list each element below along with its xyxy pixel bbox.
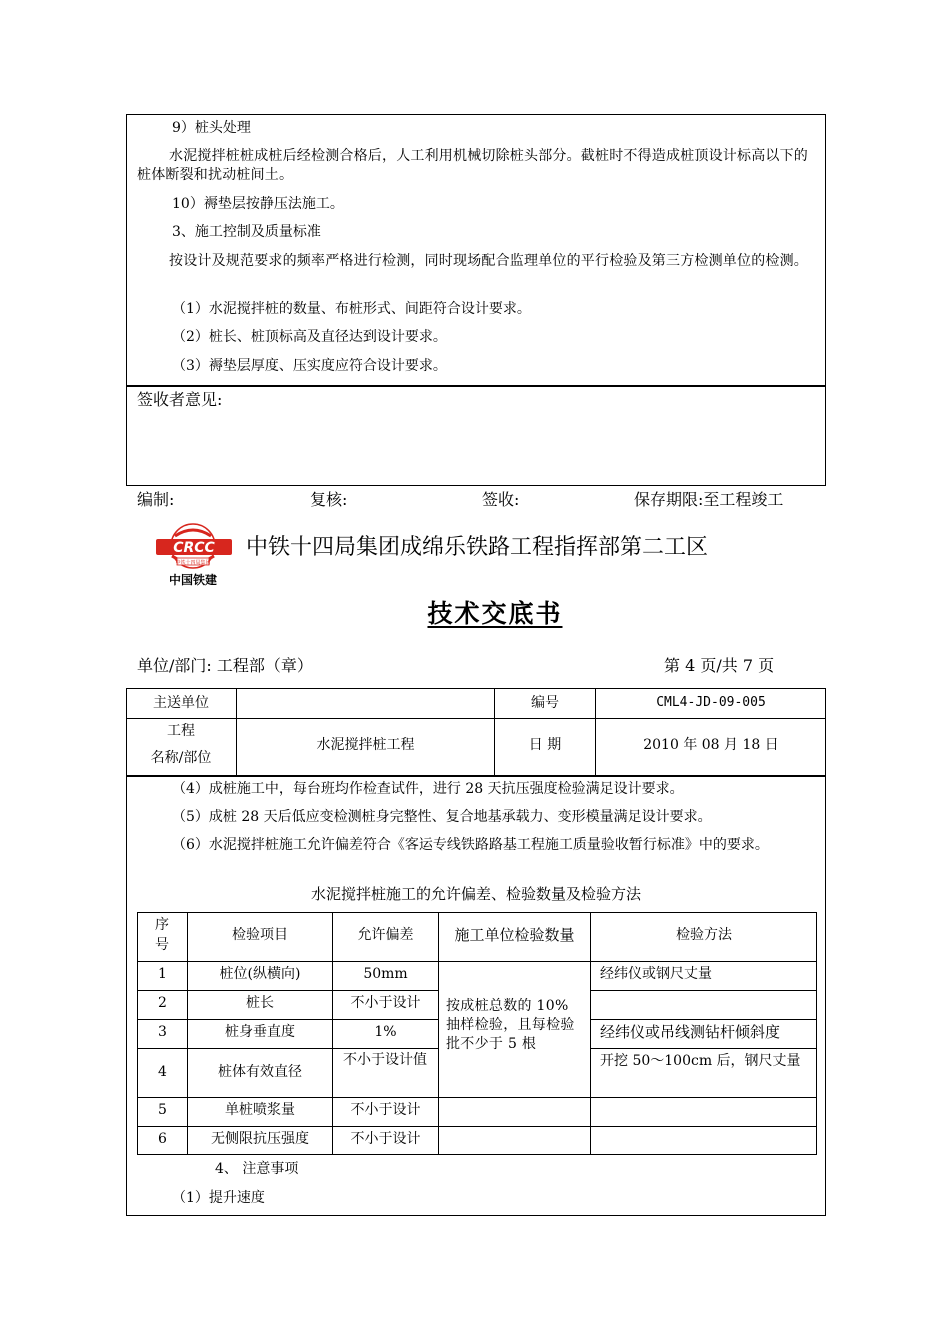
tol-row-6-item: 无侧限抗压强度	[211, 1131, 309, 1147]
tol-row-line-4	[137, 1097, 817, 1098]
sign-label: 签收:	[482, 490, 520, 509]
tol-row-6-no: 6	[158, 1131, 167, 1147]
tol-row-3-tolerance: 1%	[374, 1024, 397, 1040]
inspection-paragraph: 按设计及规范要求的频率严格进行检测，同时现场配合监理单位的平行检验及第三方检测单位的检测。	[169, 253, 808, 269]
tol-row-2-item: 桩长	[246, 995, 274, 1011]
info-col-1	[236, 688, 237, 776]
tol-header-tolerance: 允许偏差	[357, 927, 414, 943]
tol-row-3-item: 桩身垂直度	[225, 1024, 295, 1040]
tol-row-line-2b	[590, 1019, 817, 1020]
quality-standard-heading: 3、施工控制及质量标准	[172, 224, 321, 240]
tol-row-4-tolerance: 不小于设计值	[343, 1052, 427, 1068]
logo-crcc-text: CRCC	[173, 540, 215, 556]
crcc-logo	[150, 520, 240, 590]
logo-caption: 中国铁建	[168, 573, 218, 587]
body-line-6: （6）水泥搅拌桩施工允许偏差符合《客运专线铁路路基工程施工质量验收暂行标准》中的要求。	[172, 837, 769, 853]
info-row-divider	[126, 718, 826, 719]
tol-row-1-method: 经纬仪或钢尺丈量	[600, 966, 712, 982]
cushion-layer-line: 10）褥垫层按静压法施工。	[172, 196, 344, 212]
tol-header-no: 序号	[155, 917, 169, 953]
body-line-4: （4）成桩施工中，每台班均作检查试件，进行 28 天抗压强度检验满足设计要求。	[172, 781, 684, 797]
date-label: 日 期	[528, 737, 562, 753]
receiver-opinion-label: 签收者意见:	[137, 390, 223, 409]
tol-row-line-1	[137, 990, 438, 991]
page-info: 第 4 页/共 7 页	[664, 656, 775, 675]
pile-head-paragraph: 水泥搅拌桩桩成桩后经检测合格后，人工利用机械切除桩头部分。截桩时不得造成桩顶设计标高以下的桩体断裂和扰动桩间土。	[137, 148, 808, 183]
tol-row-line-2	[137, 1019, 438, 1020]
project-label-line2: 名称/部位	[150, 750, 212, 766]
lift-speed-line: （1）提升速度	[172, 1190, 265, 1206]
retention-label: 保存期限:至工程竣工	[634, 490, 784, 509]
tol-row-2-no: 2	[158, 995, 167, 1011]
tol-row-1-item: 桩位(纵横向)	[219, 966, 301, 982]
requirement-2: （2）桩长、桩顶标高及直径达到设计要求。	[172, 329, 447, 345]
notes-heading: 4、 注意事项	[215, 1161, 299, 1177]
requirement-3: （3）褥垫层厚度、压实度应符合设计要求。	[172, 358, 447, 374]
tol-header-quantity: 施工单位检验数量	[454, 926, 575, 944]
tol-row-line-header	[137, 961, 817, 962]
tol-row-5-item: 单桩喷浆量	[225, 1102, 295, 1118]
tol-col-4	[590, 912, 591, 1155]
project-label-line1: 工程	[167, 723, 195, 739]
tol-row-5-no: 5	[158, 1102, 167, 1118]
requirement-1: （1）水泥搅拌桩的数量、布桩形式、间距符合设计要求。	[172, 301, 531, 317]
tol-row-4-method: 开挖 50～100cm 后，钢尺丈量	[600, 1053, 801, 1069]
compile-label: 编制:	[137, 490, 175, 509]
tol-row-line-3b	[590, 1048, 817, 1049]
tol-row-4-item: 桩体有效直径	[218, 1064, 302, 1080]
tol-header-method: 检验方法	[676, 927, 732, 943]
crcc-logo-icon	[150, 520, 240, 590]
number-value: CML4-JD-09-005	[656, 695, 766, 710]
top-section-divider	[126, 385, 826, 387]
org-title: 中铁十四局集团成绵乐铁路工程指挥部第二工区	[246, 535, 709, 560]
tol-row-line-5	[137, 1126, 817, 1127]
tol-row-5-tolerance: 不小于设计	[350, 1102, 421, 1118]
number-label: 编号	[531, 695, 559, 711]
tol-row-line-1b	[590, 990, 817, 991]
info-bottom-line	[126, 775, 826, 777]
pile-head-heading: 9）桩头处理	[172, 120, 251, 136]
tol-header-item: 检验项目	[232, 927, 288, 943]
tol-row-line-3	[137, 1048, 438, 1049]
tol-row-1-no: 1	[158, 966, 167, 982]
review-label: 复核:	[310, 490, 348, 509]
body-line-5: （5）成桩 28 天后低应变检测桩身完整性、复合地基承载力、变形模量满足设计要求。	[172, 809, 712, 825]
tol-row-1-tolerance: 50mm	[363, 966, 408, 982]
doc-title: 技术交底书	[427, 599, 563, 628]
tol-row-3-method: 经纬仪或吊线测钻杆倾斜度	[600, 1023, 781, 1041]
tol-row-6-tolerance: 不小于设计	[350, 1131, 421, 1147]
tol-row-2-tolerance: 不小于设计	[350, 995, 421, 1011]
logo-small-text: 中铁十四局集团	[175, 560, 211, 566]
tol-row-3-no: 3	[158, 1024, 167, 1040]
tol-row-4-no: 4	[158, 1064, 167, 1080]
project-value: 水泥搅拌桩工程	[316, 737, 415, 753]
tolerance-table-title: 水泥搅拌桩施工的允许偏差、检验数量及检验方法	[310, 885, 641, 903]
unit-dept: 单位/部门: 工程部（章）	[137, 656, 313, 675]
date-value: 2010 年 08 月 18 日	[643, 737, 779, 753]
send-unit-label: 主送单位	[153, 695, 209, 711]
tol-col-3	[438, 912, 439, 1155]
tol-quantity-merged: 按成桩总数的 10% 抽样检验，且每检验批不少于 5 根	[446, 998, 575, 1052]
